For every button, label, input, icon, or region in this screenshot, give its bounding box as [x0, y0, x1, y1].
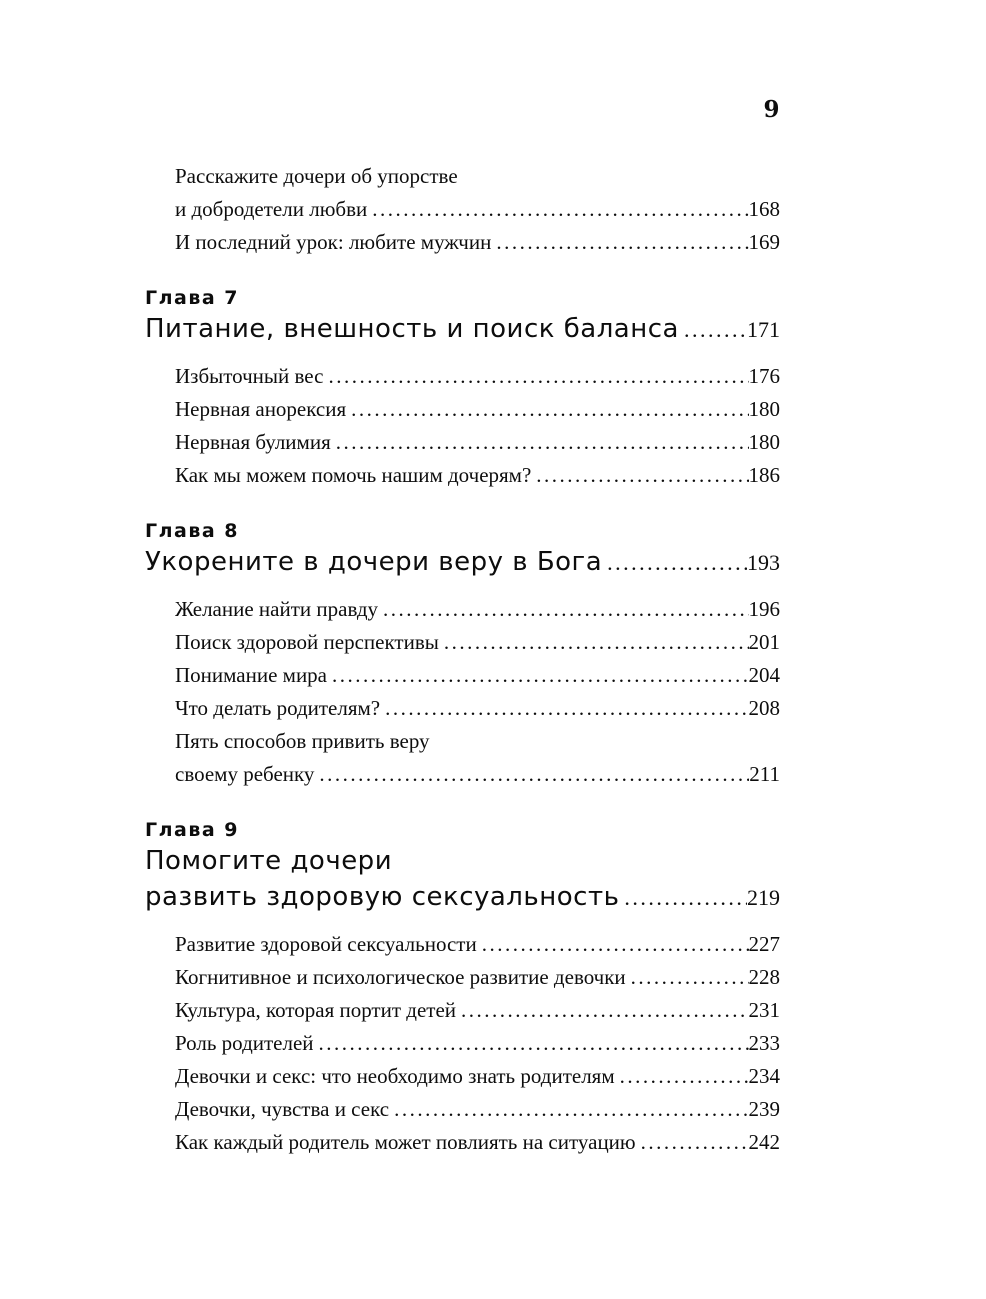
toc-entry	[175, 360, 780, 393]
toc-entry-group	[145, 593, 780, 791]
toc-chapter	[145, 285, 780, 492]
entry-title: Развитие здоровой сексуальности	[175, 932, 477, 956]
toc-entry	[175, 1093, 780, 1126]
entry-title-line1: Расскажите дочери об упорстве	[175, 164, 458, 188]
toc-entry-group	[145, 360, 780, 492]
toc-chapter	[145, 518, 780, 791]
entry-title: Как мы можем помочь нашим дочерям?	[175, 463, 532, 487]
entry-page-number: 169	[748, 230, 780, 254]
toc-entry	[175, 1060, 780, 1093]
toc-entry	[175, 692, 780, 725]
chapter-title-line2: развить здоровую сексуальность	[145, 882, 620, 912]
entry-page-number: 180	[748, 430, 780, 454]
chapter-title-row	[145, 544, 780, 581]
entry-title-line2: своему ребенку	[175, 762, 315, 786]
toc-entry	[175, 626, 780, 659]
entry-page-number: 239	[748, 1097, 780, 1121]
toc-entry	[175, 1027, 780, 1060]
entry-title: Культура, которая портит детей	[175, 998, 457, 1022]
toc-entry	[175, 459, 780, 492]
dot-leader	[636, 1126, 749, 1159]
entry-title: Роль родителей	[175, 1031, 314, 1055]
entry-page-number: 211	[749, 762, 780, 786]
entry-page-number: 176	[748, 364, 780, 388]
dot-leader	[615, 1060, 749, 1093]
entry-page-number: 234	[748, 1064, 780, 1088]
entry-page-number: 242	[748, 1130, 780, 1154]
chapter-title-row	[145, 311, 780, 348]
dot-leader	[346, 393, 748, 426]
entry-page-number: 228	[748, 965, 780, 989]
entry-title: Нервная булимия	[175, 430, 331, 454]
toc-entry	[175, 928, 780, 961]
dot-leader	[327, 659, 748, 692]
chapter-label: Глава 9	[145, 819, 240, 841]
dot-leader	[679, 312, 747, 348]
chapter-page-number: 193	[747, 550, 780, 575]
chapter-title-row	[145, 879, 780, 916]
table-of-contents	[145, 160, 780, 1159]
dot-leader	[323, 360, 748, 393]
dot-leader	[456, 994, 748, 1027]
chapter-title: Укорените в дочери веру в Бога	[145, 547, 603, 577]
entry-page-number: 186	[748, 463, 780, 487]
toc-entry	[175, 426, 780, 459]
entry-title: Поиск здоровой перспективы	[175, 630, 439, 654]
entry-page-number: 231	[748, 998, 780, 1022]
dot-leader	[491, 226, 748, 259]
chapter-title-line1: Помогите дочери	[145, 846, 393, 876]
dot-leader	[619, 880, 747, 916]
entry-page-number: 233	[748, 1031, 780, 1055]
toc-entry	[175, 659, 780, 692]
page-number: 9	[763, 96, 780, 123]
entry-title: Понимание мира	[175, 663, 328, 687]
toc-entry-group	[145, 160, 780, 259]
entry-title: Как каждый родитель может повлиять на ситуацию	[175, 1130, 636, 1154]
toc-entry	[175, 725, 780, 791]
entry-title: Девочки и секс: что необходимо знать родителям	[175, 1064, 615, 1088]
dot-leader	[477, 928, 749, 961]
dot-leader	[531, 459, 748, 492]
chapter-page-number: 219	[747, 885, 780, 910]
entry-title: Что делать родителям?	[175, 696, 381, 720]
dot-leader	[380, 692, 748, 725]
entry-title: Нервная анорексия	[175, 397, 347, 421]
entry-title: Желание найти правду	[175, 597, 379, 621]
dot-leader	[439, 626, 749, 659]
toc-entry	[175, 994, 780, 1027]
entry-title-line2: и добродетели любви	[175, 197, 368, 221]
entry-page-number: 208	[748, 696, 780, 720]
chapter-page-number: 171	[747, 317, 780, 342]
entry-title: Когнитивное и психологическое развитие девочки	[175, 965, 626, 989]
entry-title-line1: Пять способов привить веру	[175, 729, 430, 753]
dot-leader	[389, 1093, 748, 1126]
chapter-label: Глава 7	[145, 287, 240, 309]
dot-leader	[602, 545, 747, 581]
toc-entry	[175, 226, 780, 259]
entry-page-number: 204	[748, 663, 780, 687]
dot-leader	[314, 1027, 749, 1060]
dot-leader	[378, 593, 748, 626]
dot-leader	[626, 961, 749, 994]
entry-page-number: 201	[748, 630, 780, 654]
toc-entry	[175, 160, 780, 226]
chapter-title: Питание, внешность и поиск баланса	[145, 314, 679, 344]
entry-page-number: 227	[748, 932, 780, 956]
dot-leader	[331, 426, 749, 459]
toc-entry	[175, 1126, 780, 1159]
chapter-label: Глава 8	[145, 520, 240, 542]
toc-entry-group	[145, 928, 780, 1159]
toc-entry	[175, 593, 780, 626]
entry-title: И последний урок: любите мужчин	[175, 230, 492, 254]
toc-entry	[175, 393, 780, 426]
entry-title: Избыточный вес	[175, 364, 324, 388]
toc-entry	[175, 961, 780, 994]
entry-title: Девочки, чувства и секс	[175, 1097, 390, 1121]
dot-leader	[367, 193, 748, 226]
entry-page-number: 196	[748, 597, 780, 621]
toc-chapter	[145, 817, 780, 1159]
entry-page-number: 180	[748, 397, 780, 421]
entry-page-number: 168	[748, 197, 780, 221]
dot-leader	[314, 758, 749, 791]
